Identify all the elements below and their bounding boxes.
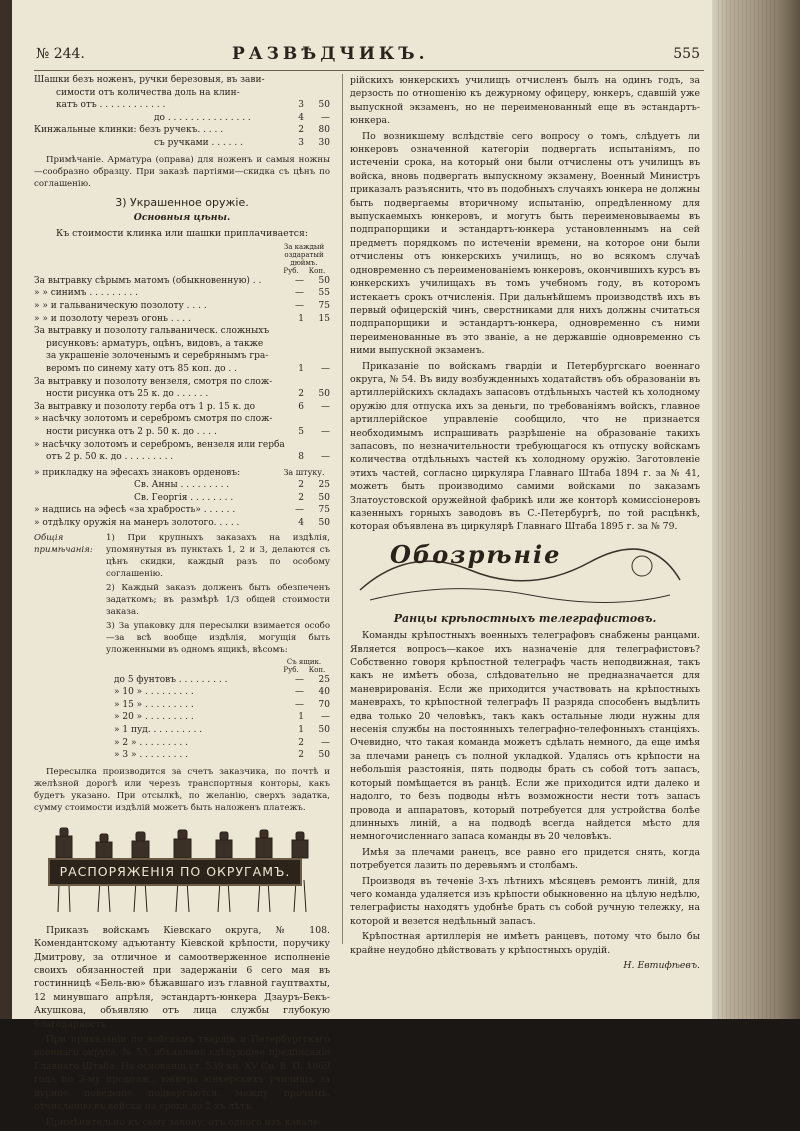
article-paragraph: По возникшему вслѣдствіе сего вопросу о томъ, слѣдуетъ ли юнкеровъ означенной категоріи подвергать испытаніямъ, по истеченіи срока, на который они были отчислены отъ училищъ въ войска, вновь подвергать выпускному экзамену, Военный Министръ приказалъ разъяснить, что въ подобныхъ случаяхъ юнкера не должны быть подвергаемы вторичному испытанію, опредѣленному для выпускаемыхъ юнкеровъ, и могутъ быть переименовываемы въ подпрапорщики и эстандартъ-юнкера установленнымъ на сей предметъ порядкомъ по истеченіи времени, на которое они были отчислены отъ юнкерскихъ училищъ, но во всякомъ случаѣ одновременно съ переименованіемъ юнкеровъ, окончившихъ курсъ въ юнкерскихъ училищахъ въ томъ учебномъ году, въ которомъ истекаетъ срокъ отчисленія. При дальнѣйшемъ производствѣ ихъ въ первый офицерскій чинъ, сверстниками для нихъ должны считаться подпрапорщики и эстандартъ-юнкера, одновременно съ ними переименованные въ это званіе, а не державшіе одновременно съ ними выпускной экзаменъ.	[350, 130, 700, 357]
general-note: 1) При крупныхъ заказахъ на издѣлія, упомянутыя въ пунктахъ 1, 2 и 3, делаются съ цѣнъ скидки, каждый разъ по особому соглашенію.	[106, 532, 330, 579]
right-column	[350, 74, 700, 974]
section-lead: Къ стоимости клинка или шашки приплачивается:	[56, 228, 308, 240]
article-title: Ранцы крѣпостныхъ телеграфистовъ.	[393, 611, 657, 625]
order-paragraph: Приказъ войскамъ Кіевскаго округа, № 108. Комендантскому адъютанту Кіевской крѣпости, поручику Дмитрову, за отличное и самоотверженное исполненіе своихъ обязанностей при задержаніи 6 сего мая въ гостинницѣ «Бель-вю» бѣжавшаго изъ главной гауптвахты, 12 минувшаго апрѣля, эстандартъ-юнкера Дзауръ-Бекъ-Акушкова, объявляю отъ лица службы глубокую благодарность.	[34, 924, 330, 1030]
review-heading: Обозрѣніе	[390, 539, 562, 569]
price-row: » 10 » . . . . . . . . . — 40	[114, 687, 330, 698]
price-row: » надпись на эфесѣ «за храбрость» . . . . . . — 75	[34, 505, 330, 516]
price-row: до . . . . . . . . . . . . . . . 4 —	[154, 112, 330, 123]
price-row: Св. Георгія . . . . . . . . 2 50	[134, 492, 330, 503]
price-row: ности рисунка отъ 2 р. 50 к. до . . . . 5 —	[46, 426, 330, 437]
price-row: до 5 фунтовъ . . . . . . . . . — 25	[114, 674, 330, 685]
issue-number: № 244.	[36, 46, 85, 62]
book-page-edge-lines	[718, 0, 778, 1019]
price-row: Св. Анны . . . . . . . . . 2 25	[134, 480, 330, 491]
price-row: » » и гальваническую позолоту . . . . — 75	[34, 300, 330, 311]
journal-title: РАЗВѢДЧИКЪ.	[232, 44, 429, 64]
price-row: » » синимъ . . . . . . . . . — 55	[34, 288, 330, 299]
price-row: » 20 » . . . . . . . . . 1 —	[114, 712, 330, 723]
price-row: » насѣчку золотомъ и серебромъ смотря по слож-	[34, 414, 273, 425]
left-column	[34, 74, 330, 1131]
price-row: За вытравку и позолоту вензеля, смотря по слож-	[34, 376, 273, 387]
general-note: 3) За упаковку для пересылки взимается особо—за всѣ вообще издѣлія, могущія быть уложенными въ одномъ ящикѣ, вѣсомъ:	[106, 620, 330, 655]
price-row: ности рисунка отъ 25 к. до . . . . . . 2 50	[46, 389, 330, 400]
price-row: Кинжальные клинки: безъ ручекъ. . . . . 2 80	[34, 125, 330, 136]
general-note: 2) Каждый заказъ долженъ быть обезпеченъ задаткомъ; въ размѣрѣ 1/3 общей стоимости заказа.	[106, 582, 330, 617]
section-title: 3) Украшенное оружіе.	[115, 195, 249, 209]
price-row: За вытравку и позолоту гальваническ. сложныхъ	[34, 326, 270, 337]
signature: Н. Евтифѣевъ.	[623, 959, 700, 971]
price-row: » 3 » . . . . . . . . . 2 50	[114, 750, 330, 761]
ornament-price-list	[34, 275, 330, 464]
price-row: За вытравку сѣрымъ матомъ (обыкновенную) . . — 50	[34, 275, 330, 286]
header-rule	[34, 70, 704, 71]
order-price-list	[34, 479, 330, 529]
general-notes: Общія примѣчанія: 1) При крупныхъ заказахъ на издѣлія, упомянутыя въ пунктахъ 1, 2 и 3, делаются съ цѣнъ скидки, каждый разъ по особому соглашенію. 2) Каждый заказъ долженъ быть обезпеченъ задаткомъ; въ размѣрѣ 1/3 общей стоимости заказа. 3) За упаковку для пересылки взимается особо—за всѣ вообще издѣлія, могущія быть уложенными въ одномъ ящикѣ, вѣсомъ:	[34, 532, 330, 655]
price-row: симости отъ количества доль на клин-	[56, 87, 240, 98]
price-row: Шашки безъ ноженъ, ручки березовыя, въ зави-	[34, 75, 265, 85]
price-row: » 1 пуд. . . . . . . . . . 1 50	[114, 725, 330, 736]
book-spine	[0, 0, 12, 1019]
price-row: За вытравку и позолоту герба отъ 1 р. 15 к. до 6 —	[34, 401, 330, 412]
section-subtitle: Основныя цѣны.	[133, 211, 231, 223]
price-row: отъ 2 р. 50 к. до . . . . . . . . . 8 —	[46, 452, 330, 463]
article-paragraph: Крѣпостная артиллерія не имѣетъ ранцевъ, потому что было бы крайне неудобно дѣйствовать у крѣпостныхъ орудій.	[350, 931, 700, 956]
price-row: катъ отъ . . . . . . . . . . . . 3 50	[56, 100, 330, 111]
article-paragraph: рійскихъ юнкерскихъ училищъ отчисленъ былъ на одинъ годъ, за дерзость по отношенію къ дежурному офицеру, юнкеръ, сдавшій уже выпускной экзаменъ, но не переименованный еще въ эстандартъ-юнкера.	[350, 75, 700, 127]
article-paragraph: Имѣя за плечами ранецъ, все равно его придется снять, когда потребуется лазить по деревьямъ и столбамъ.	[350, 846, 700, 872]
section-banner: РАСПОРЯЖЕНІЯ ПО ОКРУГАМЪ.	[48, 858, 302, 886]
price-column-head: За каждый оздаратый дюймъ. Руб. Коп.	[283, 242, 326, 275]
price-row: » 2 » . . . . . . . . . 2 —	[114, 737, 330, 748]
price-row: » » и позолоту черезъ огонь . . . . 1 15	[34, 313, 330, 324]
packing-price-list	[34, 674, 330, 762]
note-fittings: Примѣчаніе. Арматура (оправа) для ноженъ и самыя ножны—сообразно образцу. При заказѣ партіями—скидка съ цѣнъ по соглашенію.	[34, 154, 330, 189]
packing-column-head: Съ ящик. Руб. Коп.	[283, 657, 326, 674]
price-row: веромъ по синему хату отъ 85 коп. до . . 1 —	[46, 363, 330, 374]
price-row: » отдѣлку оружія на манеръ золотого. . . . . 4 50	[34, 518, 330, 529]
article-paragraph: Приказаніе по войскамъ гвардіи и Петербургскаго военнаго округа, № 54. Въ виду возбужденныхъ ходатайствъ объ образованіи въ артиллерійскихъ складахъ запасовъ отдѣльныхъ частей къ холодному оружію для отпуска ихъ за деньги, по требованіямъ войскъ, главное артиллерійское управленіе сообщило, что не признается необходимымъ испрашивать разрѣшеніе на образованіе такихъ запасовъ, по незначительности требующагося къ отпуску войскамъ количества отдѣльныхъ частей къ холодному оружію. Заготовленіе этихъ частей, согласно циркуляра Главнаго Штаба 1894 г. за № 41, можетъ быть производимо самими войсками по заказамъ Златоустовской оружейной фабрикѣ или же конторѣ комиссіонеровъ казенныхъ горныхъ заводовъ въ С.-Петербургѣ, по той расцѣнкѣ, которая объявлена въ циркулярѣ Главнаго Штаба 1895 г. за № 79.	[350, 360, 700, 533]
orders-lead: » прикладку на эфесахъ знаковъ орденовъ: За штуку.	[34, 467, 325, 478]
order-paragraph: Примѣнительно къ сему закону, отъ одного изъ кавале-	[46, 1116, 322, 1128]
price-row: рисунковъ: арматуръ, оцѣнъ, видовъ, а также	[46, 338, 264, 349]
page-number: 555	[673, 46, 700, 62]
journal-page	[12, 0, 712, 1128]
review-heading-ornament	[350, 540, 700, 610]
shipping-note: Пересылка производится за счетъ заказчика, по почтѣ и желѣзной дорогѣ или черезъ транспортныя конторы, какъ будетъ указано. При отсылкѣ, по желанію, сверхъ задатка, сумму стоимости издѣлій можетъ быть наложенъ платежъ.	[34, 766, 330, 813]
column-divider	[342, 74, 343, 944]
page-header	[12, 46, 712, 70]
price-row: » 15 » . . . . . . . . . — 70	[114, 699, 330, 710]
price-row: съ ручками . . . . . . 3 30	[154, 137, 330, 148]
soldiers-illustration	[34, 820, 330, 920]
article-paragraph: Команды крѣпостныхъ военныхъ телеграфовъ снабжены ранцами. Является вопросъ—какое ихъ назначеніе для телеграфистовъ? Собственно говоря крѣпостной телеграфъ часть неподвижная, такъ какъ не имѣетъ обоза, слѣдовательно не предназначается для маневрированія. Если же приходится участвовать на крѣпостныхъ маневрахъ, то крѣпостной телеграфъ II разряда способенъ выдѣлить едва только 20 человѣкъ, такъ какъ остальные люди нужны для несенія службы на постоянныхъ телеграфно-телефонныхъ станціяхъ. Очевидно, что такая команда можетъ сдѣлать немного, да еще имѣя за плечами ранецъ съ полной укладкой. Удалясь отъ крѣпости на небольшія разстоянія, пять подводы брать съ собой тотъ запасъ, который помѣщается въ ранцѣ. Если же приходится идти далеко и надолго, то безъ подводы нѣтъ возможности нести тотъ запасъ провода и аппаратовъ, который потребуется для устройства болѣе длинныхъ линій, а на подводѣ всегда найдется мѣсто для немногочисленнаго запаса команды въ 20 человѣкъ.	[350, 630, 700, 843]
price-row: за украшеніе золоченымъ и серебрянымъ гра-	[46, 351, 269, 362]
price-list-top	[34, 74, 330, 150]
order-paragraph: При приказаніи по войскамъ гвардіи и Петербургскаго военнаго округа, № 53, объявлено слѣдующее предписаніе Главнаго Штаба: На основаніи ст. 539 кн. XV Св. В. П. 1869 года по 3-му продолж., юнкера юнкерскихъ училищъ за дурное поведеніе подвергаются, между прочимъ, отчисленію въ войска на сроки до 2-хъ лѣтъ.	[34, 1034, 330, 1113]
price-row: » насѣчку золотомъ и серебромъ, вензеля или герба	[34, 439, 285, 450]
article-paragraph: Производя въ теченіе 3-хъ лѣтнихъ мѣсяцевъ ремонтъ линій, для чего команда удаляется изъ крѣпости обыкновенно на цѣлую недѣлю, телеграфисты находятъ удобнѣе брать съ собой ручную тележку, на которой и везется недѣльный запасъ.	[350, 875, 700, 927]
